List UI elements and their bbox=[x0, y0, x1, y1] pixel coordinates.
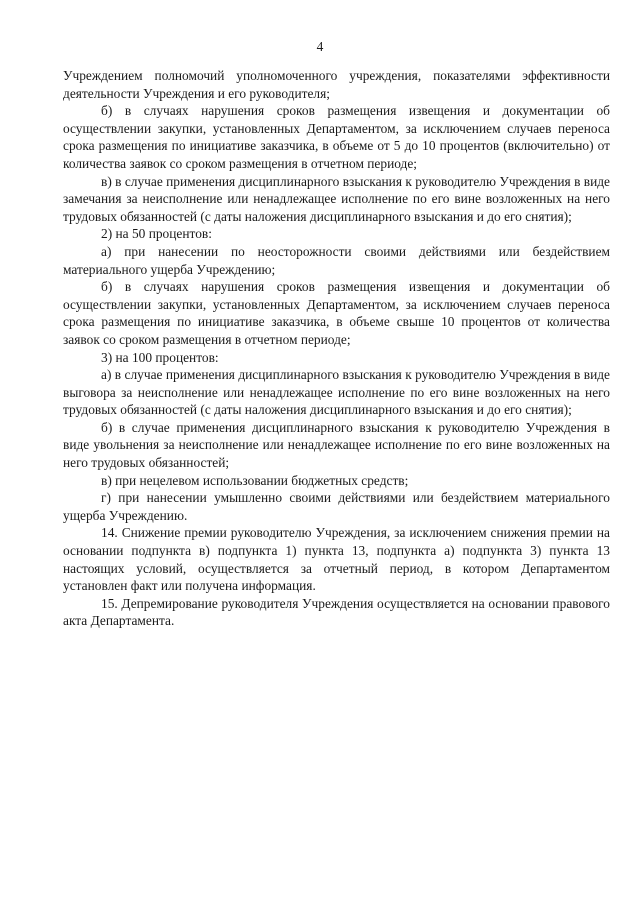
paragraph-3b: б) в случае применения дисциплинарного взыскания к руководителю Учреждения в виде увольнения за неисполнение или ненадлежащее исполнение по его вине возложенных на него трудовых обязанностей; bbox=[63, 419, 610, 471]
paragraph-1b: б) в случаях нарушения сроков размещения извещения и документации об осуществлении закупки, установленных Департаментом, за исключением случаев переноса срока размещения по инициативе заказчика, в объеме от 5 до 10 процентов (включительно) от количества заявок со сроком размещения в отчетном периоде; bbox=[63, 103, 610, 171]
paragraph-2b: б) в случаях нарушения сроков размещения извещения и документации об осуществлении закупки, установленных Департаментом, за исключением случаев переноса срока размещения по инициативе заказчика, в объеме свыше 10 процентов от количества заявок со сроком размещения в отчетном периоде; bbox=[63, 279, 610, 347]
paragraph-2a: а) при нанесении по неосторожности своими действиями или бездействием материального ущерба Учреждению; bbox=[63, 243, 610, 277]
paragraph-continuation: Учреждением полномочий уполномоченного учреждения, показателями эффективности деятельности Учреждения и его руководителя; bbox=[63, 68, 610, 101]
paragraph-3-heading: 3) на 100 процентов: bbox=[101, 349, 219, 365]
paragraph-15: 15. Депремирование руководителя Учреждения осуществляется на основании правового акта Департамента. bbox=[63, 595, 610, 629]
paragraph-3g: г) при нанесении умышленно своими действиями или бездействием материального ущерба Учреждению. bbox=[63, 490, 610, 523]
paragraph-3a: а) в случае применения дисциплинарного взыскания к руководителю Учреждения в виде выговора за неисполнение или ненадлежащее исполнение по его вине возложенных на него трудовых обязанностей (с даты наложения дисциплинарного взыскания и до его снятия); bbox=[63, 367, 610, 418]
document-body bbox=[63, 67, 610, 630]
page-number: 4 bbox=[316, 39, 324, 54]
paragraph-2-heading: 2) на 50 процентов: bbox=[101, 226, 212, 242]
paragraph-1v: в) в случае применения дисциплинарного взыскания к руководителю Учреждения в виде замечания за неисполнение или ненадлежащее исполнение по его вине возложенных на него трудовых обязанностей (с даты наложения дисциплинарного взыскания и до его снятия); bbox=[63, 173, 610, 224]
paragraph-3v: в) при нецелевом использовании бюджетных средств; bbox=[101, 472, 409, 488]
paragraph-14: 14. Снижение премии руководителю Учреждения, за исключением снижения премии на основании подпункта в) подпункта 1) пункта 13, подпункта а) подпункта 3) пункта 13 настоящих условий, осуществляется за отчетный период, в котором Департаментом установлен факт или получена информация. bbox=[63, 525, 610, 594]
